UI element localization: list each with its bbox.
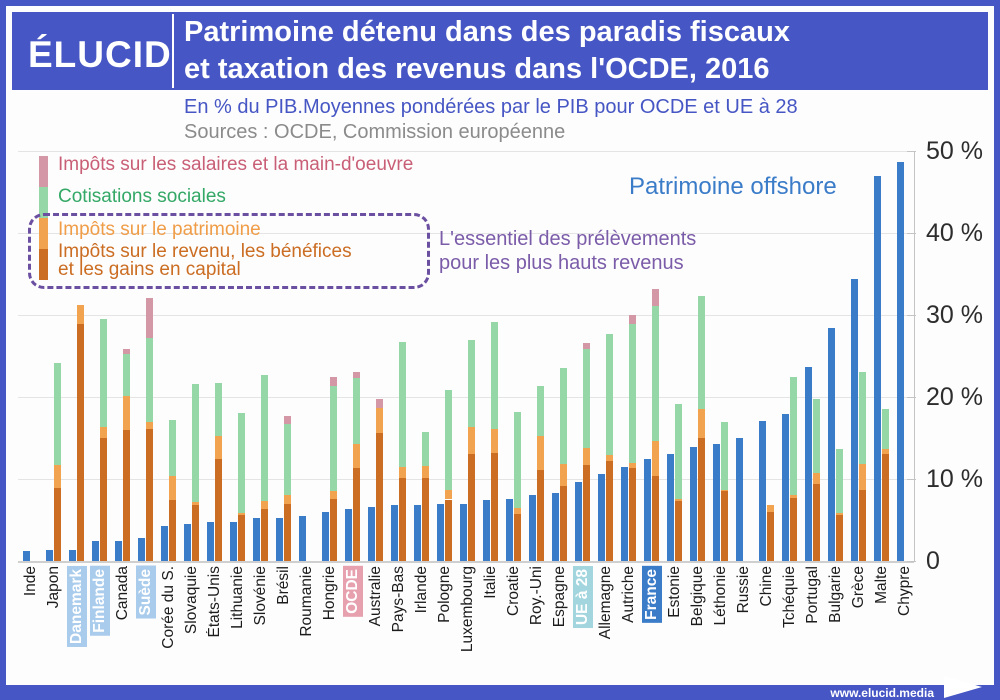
- tax-segment-patrimoine: [767, 505, 774, 512]
- tax-segment-salaires: [629, 315, 636, 324]
- country-label: Lithuanie: [228, 566, 246, 629]
- tax-segment-cotisations: [790, 377, 797, 495]
- country-label: Croatie: [504, 566, 522, 616]
- offshore-bar: [207, 522, 214, 561]
- country-label: Inde: [21, 566, 39, 597]
- tax-segment-patrimoine: [284, 495, 291, 505]
- tax-segment-revenu: [813, 484, 820, 561]
- tax-segment-patrimoine: [491, 429, 498, 453]
- tax-segment-cotisations: [583, 349, 590, 447]
- tax-segment-patrimoine: [261, 501, 268, 508]
- tax-segment-patrimoine: [606, 455, 613, 461]
- tax-segment-patrimoine: [376, 408, 383, 433]
- country-label: Luxembourg: [458, 566, 476, 653]
- country-label: États-Unis: [205, 566, 223, 638]
- offshore-bar: [460, 504, 467, 561]
- country-label: Grèce: [849, 566, 867, 609]
- country-label: Allemagne: [596, 566, 614, 640]
- tax-segment-patrimoine: [836, 513, 843, 515]
- legend-label-revenu-line1: Impôts sur le revenu, les bénéfices: [58, 241, 352, 262]
- y-axis-line: [914, 151, 915, 561]
- offshore-bar: [69, 550, 76, 561]
- tax-segment-revenu: [146, 429, 153, 561]
- offshore-bar: [299, 516, 306, 561]
- tax-segment-cotisations: [192, 384, 199, 502]
- tax-segment-revenu: [445, 500, 452, 562]
- tax-segment-patrimoine: [238, 513, 245, 515]
- offshore-bar: [253, 518, 260, 561]
- country-label: Autriche: [619, 566, 637, 623]
- tax-segment-patrimoine: [629, 463, 636, 468]
- tax-segment-cotisations: [675, 404, 682, 498]
- country-label: Hongrie: [320, 566, 338, 621]
- tax-segment-patrimoine: [169, 476, 176, 501]
- tax-segment-patrimoine: [675, 499, 682, 501]
- offshore-bar: [690, 447, 697, 561]
- tax-segment-revenu: [606, 461, 613, 561]
- tax-segment-cotisations: [698, 296, 705, 409]
- offshore-bar: [575, 482, 582, 561]
- country-label: Irlande: [412, 566, 430, 614]
- offshore-bar: [874, 176, 881, 561]
- country-label: Corée du S.: [159, 566, 177, 649]
- legend-label-patrimoine: Impôts sur le patrimoine: [58, 219, 261, 240]
- page-title-line1: Patrimoine détenu dans des paradis fiscaux: [184, 16, 790, 48]
- tax-segment-revenu: [422, 478, 429, 561]
- country-label: Danemark: [67, 566, 87, 647]
- y-tick-label: 10 %: [926, 465, 983, 493]
- offshore-bar: [529, 495, 536, 561]
- tax-segment-revenu: [468, 454, 475, 561]
- tax-segment-revenu: [583, 465, 590, 561]
- country-label: France: [642, 566, 662, 623]
- offshore-bar: [621, 467, 628, 561]
- tax-segment-cotisations: [606, 334, 613, 455]
- tax-segment-cotisations: [468, 340, 475, 427]
- country-label: Brésil: [274, 566, 292, 605]
- offshore-bar: [345, 509, 352, 561]
- elucid-logo: ÉLUCID: [28, 34, 172, 75]
- country-label: Malte: [872, 566, 890, 604]
- tax-segment-cotisations: [399, 342, 406, 467]
- offshore-bar: [115, 541, 122, 562]
- tax-segment-revenu: [537, 470, 544, 561]
- annotation-line2: pour les plus hauts revenus: [439, 252, 684, 274]
- tax-segment-revenu: [790, 498, 797, 561]
- tax-segment-revenu: [560, 486, 567, 561]
- tax-segment-salaires: [284, 416, 291, 424]
- y-tick-label: 0: [926, 547, 940, 575]
- tax-segment-revenu: [675, 501, 682, 561]
- tax-segment-patrimoine: [123, 396, 130, 430]
- tax-segment-revenu: [376, 433, 383, 561]
- offshore-bar: [506, 499, 513, 561]
- tax-segment-revenu: [698, 438, 705, 561]
- tax-segment-salaires: [353, 372, 360, 378]
- legend-swatch-salaires: [39, 156, 48, 187]
- country-label: Australie: [366, 566, 384, 627]
- offshore-bar: [161, 526, 168, 561]
- offshore-bar: [184, 524, 191, 561]
- tax-segment-revenu: [882, 454, 889, 561]
- tax-segment-salaires: [376, 399, 383, 408]
- tax-segment-cotisations: [100, 319, 107, 426]
- offshore-bar: [92, 541, 99, 561]
- tax-segment-cotisations: [445, 390, 452, 490]
- tax-segment-revenu: [399, 478, 406, 561]
- tax-segment-patrimoine: [192, 502, 199, 505]
- tax-segment-patrimoine: [698, 409, 705, 438]
- offshore-bar: [483, 500, 490, 562]
- tax-segment-patrimoine: [422, 466, 429, 478]
- tax-segment-patrimoine: [813, 473, 820, 484]
- tax-segment-patrimoine: [468, 427, 475, 454]
- legend-label-cotisations: Cotisations sociales: [58, 186, 226, 207]
- chart-subtitle: En % du PIB.Moyennes pondérées par le PIB pour OCDE et UE à 28: [184, 96, 798, 118]
- tax-segment-cotisations: [652, 306, 659, 441]
- tax-segment-patrimoine: [330, 491, 337, 498]
- tax-segment-cotisations: [123, 354, 130, 397]
- tax-segment-revenu: [284, 504, 291, 561]
- country-label: Belgique: [688, 566, 706, 627]
- tax-segment-revenu: [123, 430, 130, 561]
- tax-segment-patrimoine: [399, 467, 406, 478]
- country-label: Canada: [113, 566, 131, 621]
- offshore-bar: [851, 279, 858, 561]
- tax-segment-cotisations: [813, 399, 820, 474]
- country-label: Slovénie: [251, 566, 269, 626]
- offshore-bar: [46, 550, 53, 561]
- offshore-series-label: Patrimoine offshore: [629, 173, 837, 200]
- offshore-bar: [759, 421, 766, 561]
- chart-sources: Sources : OCDE, Commission européenne: [184, 121, 566, 143]
- y-tick-label: 30 %: [926, 301, 983, 329]
- tax-segment-revenu: [767, 512, 774, 561]
- tax-segment-cotisations: [238, 413, 245, 513]
- annotation-line1: L'essentiel des prélèvements: [439, 228, 697, 250]
- tax-segment-patrimoine: [353, 444, 360, 468]
- footer-url: www.elucid.media: [830, 686, 934, 700]
- country-label: Bulgarie: [826, 566, 844, 623]
- tax-segment-cotisations: [169, 420, 176, 476]
- offshore-bar: [322, 512, 329, 561]
- tax-segment-cotisations: [215, 383, 222, 435]
- tax-segment-patrimoine: [215, 436, 222, 460]
- logo-separator: [172, 14, 174, 88]
- tax-segment-cotisations: [146, 338, 153, 422]
- tax-segment-cotisations: [54, 363, 61, 466]
- tax-segment-cotisations: [859, 372, 866, 464]
- tax-segment-revenu: [169, 500, 176, 561]
- tax-segment-cotisations: [284, 424, 291, 495]
- offshore-bar: [368, 507, 375, 561]
- tax-segment-revenu: [215, 459, 222, 561]
- y-tick-label: 50 %: [926, 137, 983, 165]
- arrow-icon: [944, 676, 982, 698]
- tax-segment-patrimoine: [445, 490, 452, 500]
- tax-segment-cotisations: [261, 375, 268, 501]
- tax-segment-patrimoine: [100, 427, 107, 438]
- offshore-bar: [552, 493, 559, 561]
- tax-segment-cotisations: [882, 409, 889, 448]
- offshore-bar: [414, 505, 421, 561]
- tax-segment-revenu: [77, 324, 84, 561]
- tax-segment-patrimoine: [514, 508, 521, 515]
- offshore-bar: [782, 414, 789, 561]
- offshore-bar: [644, 459, 651, 562]
- tax-segment-cotisations: [330, 386, 337, 491]
- country-label: Pologne: [435, 566, 453, 623]
- tax-segment-revenu: [836, 515, 843, 561]
- tax-segment-revenu: [238, 515, 245, 561]
- tax-segment-patrimoine: [77, 305, 84, 324]
- tax-segment-revenu: [859, 490, 866, 561]
- country-label: Suède: [136, 566, 156, 619]
- offshore-bar: [276, 518, 283, 561]
- y-tick-label: 20 %: [926, 383, 983, 411]
- country-label: Espagne: [550, 566, 568, 628]
- offshore-bar: [667, 454, 674, 561]
- tax-segment-patrimoine: [54, 465, 61, 488]
- country-label: Roumanie: [297, 566, 315, 637]
- tax-segment-cotisations: [721, 422, 728, 489]
- tax-segment-revenu: [192, 505, 199, 561]
- tax-segment-patrimoine: [537, 436, 544, 470]
- tax-segment-patrimoine: [882, 449, 889, 454]
- tax-segment-salaires: [583, 343, 590, 350]
- country-label: Portugal: [803, 566, 821, 624]
- country-label: Chypre: [895, 566, 913, 616]
- country-label: Finlande: [90, 566, 110, 636]
- tax-segment-revenu: [261, 509, 268, 561]
- tax-segment-patrimoine: [652, 441, 659, 475]
- tax-segment-revenu: [629, 468, 636, 561]
- country-label: Russie: [734, 566, 752, 614]
- offshore-bar: [437, 504, 444, 561]
- tax-segment-patrimoine: [721, 490, 728, 492]
- offshore-bar: [736, 438, 743, 561]
- x-axis-line: [18, 561, 914, 563]
- tax-segment-salaires: [330, 377, 337, 387]
- tax-segment-cotisations: [422, 432, 429, 466]
- offshore-bar: [23, 551, 30, 561]
- y-tick-label: 40 %: [926, 219, 983, 247]
- country-label: Italie: [481, 566, 499, 599]
- tax-segment-salaires: [652, 289, 659, 306]
- tax-segment-salaires: [123, 349, 130, 353]
- y-axis-tick: [907, 561, 916, 562]
- offshore-bar: [230, 522, 237, 561]
- tax-segment-patrimoine: [859, 464, 866, 489]
- header-band: [12, 12, 988, 90]
- page-title-line2: et taxation des revenus dans l'OCDE, 2016: [184, 53, 770, 85]
- tax-segment-revenu: [100, 438, 107, 561]
- offshore-bar: [391, 505, 398, 561]
- tax-segment-revenu: [330, 499, 337, 561]
- tax-segment-revenu: [353, 468, 360, 561]
- country-label: Pays-Bas: [389, 566, 407, 633]
- tax-segment-cotisations: [491, 322, 498, 429]
- country-label: Estonie: [665, 566, 683, 618]
- tax-segment-cotisations: [514, 412, 521, 508]
- offshore-bar: [828, 328, 835, 561]
- legend-label-revenu-line2: et les gains en capital: [58, 259, 241, 280]
- offshore-bar: [805, 367, 812, 561]
- offshore-bar: [897, 162, 904, 561]
- tax-segment-cotisations: [836, 449, 843, 512]
- tax-segment-salaires: [146, 298, 153, 338]
- tax-segment-revenu: [721, 491, 728, 561]
- tax-segment-revenu: [652, 476, 659, 561]
- tax-segment-patrimoine: [583, 448, 590, 465]
- country-label: Japon: [44, 566, 62, 609]
- offshore-bar: [713, 444, 720, 561]
- tax-segment-patrimoine: [560, 464, 567, 486]
- offshore-bar: [598, 474, 605, 561]
- tax-segment-cotisations: [537, 386, 544, 436]
- tax-segment-revenu: [54, 488, 61, 561]
- country-label: OCDE: [343, 566, 363, 617]
- tax-segment-revenu: [491, 453, 498, 561]
- tax-segment-patrimoine: [790, 495, 797, 497]
- tax-segment-cotisations: [353, 378, 360, 444]
- legend-label-salaires: Impôts sur les salaires et la main-d'oeuvre: [58, 154, 414, 175]
- country-label: Roy.-Uni: [527, 566, 545, 626]
- gridline-50: [18, 151, 914, 152]
- tax-segment-patrimoine: [146, 422, 153, 429]
- offshore-bar: [138, 538, 145, 561]
- tax-segment-cotisations: [560, 368, 567, 464]
- tax-segment-revenu: [514, 514, 521, 561]
- tax-segment-cotisations: [629, 324, 636, 463]
- country-label: Léthonie: [711, 566, 729, 626]
- country-label: Slovaquie: [182, 566, 200, 635]
- country-label: UE à 28: [573, 566, 593, 628]
- country-label: Tchéquie: [780, 566, 798, 629]
- country-label: Chine: [757, 566, 775, 607]
